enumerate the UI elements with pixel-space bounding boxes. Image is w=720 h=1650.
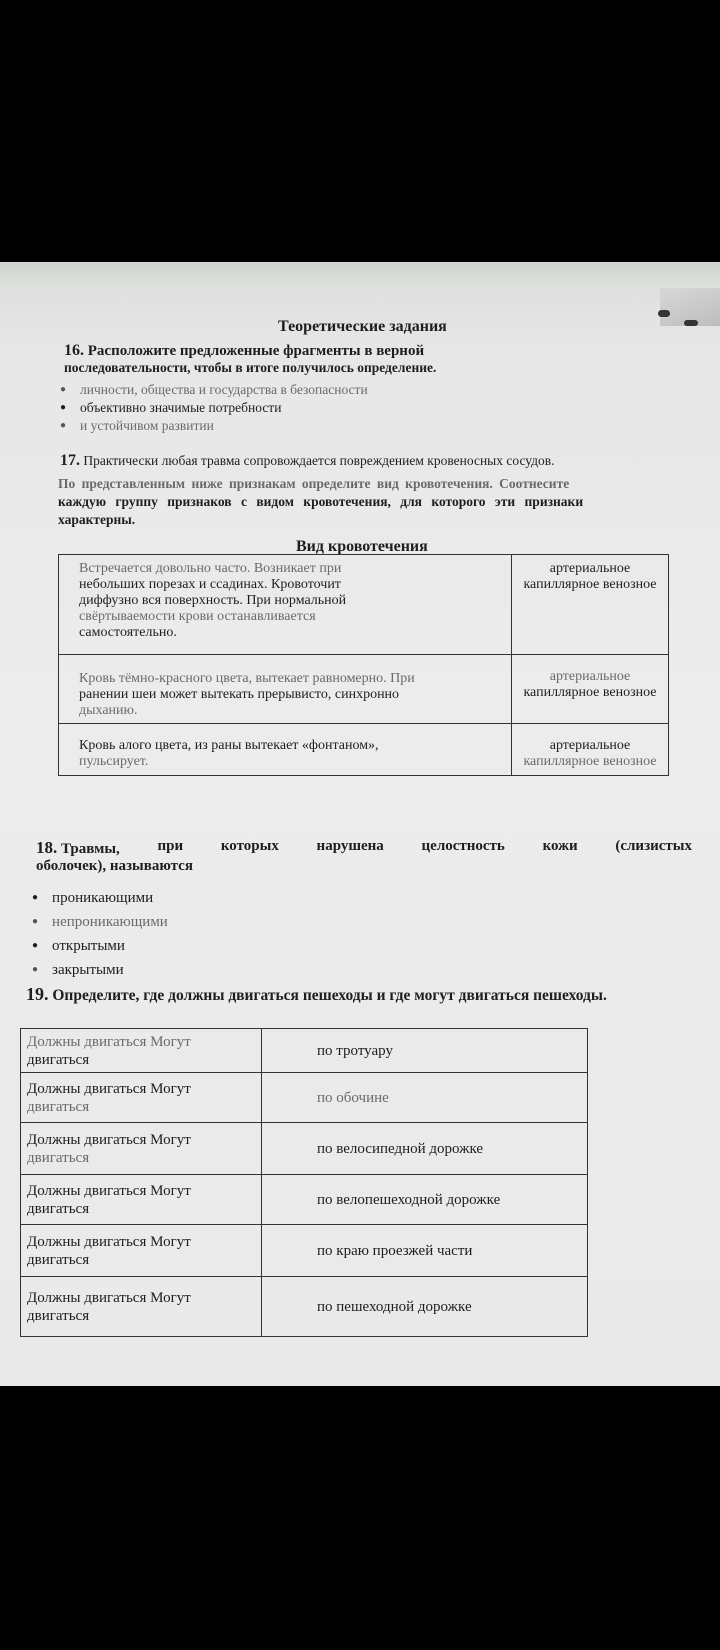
table-row bbox=[21, 1073, 588, 1123]
ink-mark bbox=[658, 310, 670, 317]
answer-options[interactable] bbox=[512, 724, 669, 776]
choice-cell[interactable] bbox=[21, 1029, 262, 1073]
q18-word: целостность bbox=[421, 838, 505, 854]
q17-task-line2: каждую группу признаков с видом кровотечения, для которого эти признаки bbox=[58, 494, 584, 509]
bleeding-table bbox=[58, 554, 669, 776]
choice-line: двигаться bbox=[27, 1149, 90, 1166]
choice-line: двигаться bbox=[27, 1098, 90, 1115]
choice-line: Должны двигаться Могут bbox=[27, 1131, 191, 1148]
pedestrian-table bbox=[20, 1028, 588, 1337]
table-row bbox=[21, 1175, 588, 1225]
description-line: самостоятельно. bbox=[79, 625, 177, 640]
choice-cell[interactable] bbox=[21, 1225, 262, 1277]
choice-line: двигаться bbox=[27, 1051, 90, 1068]
q17-intro: Практически любая травма сопровождается повреждением кровеносных сосудов. bbox=[83, 453, 555, 468]
q19-number: 19. bbox=[26, 984, 49, 1004]
q18-word: при bbox=[157, 838, 184, 854]
place-cell: по велопешеходной дорожке bbox=[262, 1175, 588, 1225]
description-line: пульсирует. bbox=[79, 754, 149, 769]
row-description bbox=[59, 655, 512, 724]
choice-cell[interactable] bbox=[21, 1175, 262, 1225]
choice-line: двигаться bbox=[27, 1307, 90, 1324]
table-row bbox=[21, 1225, 588, 1277]
choice-line: двигаться bbox=[27, 1200, 90, 1217]
description-line: Встречается довольно часто. Возникает при bbox=[79, 561, 342, 576]
q18-option[interactable]: ● закрытыми bbox=[32, 962, 124, 979]
paper-edge bbox=[0, 262, 720, 288]
choice-line: Должны двигаться Могут bbox=[27, 1289, 191, 1306]
q17-task-line3: характерны. bbox=[58, 512, 136, 527]
q19-prompt bbox=[26, 984, 607, 1005]
q18-word: (слизистых bbox=[615, 838, 692, 854]
choice-cell[interactable] bbox=[21, 1277, 262, 1337]
description-line: свёртываемости крови останавливается bbox=[79, 609, 316, 624]
choice-cell[interactable] bbox=[21, 1073, 262, 1123]
q17-table-title: Вид кровотечения bbox=[296, 538, 428, 555]
place-cell: по пешеходной дорожке bbox=[262, 1277, 588, 1337]
table-row bbox=[21, 1277, 588, 1337]
description-line: Кровь алого цвета, из раны вытекает «фонтаном», bbox=[79, 738, 379, 753]
q16-item: ● личности, общества и государства в безопасности bbox=[60, 382, 368, 398]
option-capillary-venous[interactable]: капиллярное венозное bbox=[523, 685, 657, 700]
table-row bbox=[59, 655, 669, 724]
row-description bbox=[59, 724, 512, 776]
description-line: небольших порезах и ссадинах. Кровоточит bbox=[79, 577, 341, 592]
q19-prompt-text: Определите, где должны двигаться пешеходы и где могут двигаться пешеходы. bbox=[52, 987, 607, 1004]
q18-word: кожи bbox=[542, 838, 578, 854]
q18-option[interactable]: ● проникающими bbox=[32, 890, 153, 907]
ink-mark bbox=[684, 320, 698, 326]
option-arterial[interactable]: артериальное bbox=[549, 669, 631, 684]
q16-number: 16. bbox=[64, 342, 84, 359]
table-row bbox=[59, 555, 669, 655]
description-line: Кровь тёмно-красного цвета, вытекает равномерно. При bbox=[79, 671, 415, 686]
table-row bbox=[21, 1123, 588, 1175]
q17-intro-line bbox=[60, 452, 555, 470]
option-arterial[interactable]: артериальное bbox=[549, 561, 631, 576]
q18-option[interactable]: ● открытыми bbox=[32, 938, 125, 955]
q18-word: нарушена bbox=[316, 838, 384, 854]
option-capillary-venous[interactable]: капиллярное венозное bbox=[523, 577, 657, 592]
description-line: ранении шеи может вытекать прерывисто, синхронно bbox=[79, 687, 400, 702]
choice-line: Должны двигаться Могут bbox=[27, 1033, 191, 1050]
q18-word: Травмы, bbox=[61, 841, 120, 857]
table-row bbox=[59, 724, 669, 776]
q16-item: ● и устойчивом развитии bbox=[60, 418, 214, 434]
option-capillary-venous[interactable]: капиллярное венозное bbox=[523, 754, 657, 769]
choice-line: Должны двигаться Могут bbox=[27, 1233, 191, 1250]
choice-cell[interactable] bbox=[21, 1123, 262, 1175]
q18-prompt-line2: оболочек), называются bbox=[36, 858, 193, 874]
choice-line: Должны двигаться Могут bbox=[27, 1080, 191, 1097]
q18-prompt-line1 bbox=[36, 838, 692, 858]
q16-item: ● объективно значимые потребности bbox=[60, 400, 281, 416]
table-row bbox=[21, 1029, 588, 1073]
place-cell: по краю проезжей части bbox=[262, 1225, 588, 1277]
place-cell: по тротуару bbox=[262, 1029, 588, 1073]
place-cell: по обочине bbox=[262, 1073, 588, 1123]
q16-prompt-line2: последовательности, чтобы в итоге получилось определение. bbox=[64, 360, 437, 375]
option-arterial[interactable]: артериальное bbox=[549, 738, 631, 753]
choice-line: Должны двигаться Могут bbox=[27, 1182, 191, 1199]
worksheet-photo bbox=[0, 262, 720, 1386]
page-title: Теоретические задания bbox=[278, 318, 447, 335]
q18-number: 18. bbox=[36, 838, 58, 857]
place-cell: по велосипедной дорожке bbox=[262, 1123, 588, 1175]
q18-option[interactable]: ● непроникающими bbox=[32, 914, 168, 931]
choice-line: двигаться bbox=[27, 1251, 90, 1268]
q16-prompt-line1: Расположите предложенные фрагменты в верной bbox=[87, 343, 425, 359]
answer-options[interactable] bbox=[512, 555, 669, 655]
description-line: диффузно вся поверхность. При нормальной bbox=[79, 593, 347, 608]
q17-task-line1: По представленным ниже признакам определите вид кровотечения. Соотнесите bbox=[58, 476, 570, 491]
row-description bbox=[59, 555, 512, 655]
q16-prompt bbox=[64, 342, 424, 360]
q17-number: 17. bbox=[60, 452, 80, 469]
answer-options[interactable] bbox=[512, 655, 669, 724]
q18-word: которых bbox=[220, 838, 279, 854]
q18-number-word bbox=[36, 838, 120, 858]
description-line: дыханию. bbox=[79, 703, 138, 718]
